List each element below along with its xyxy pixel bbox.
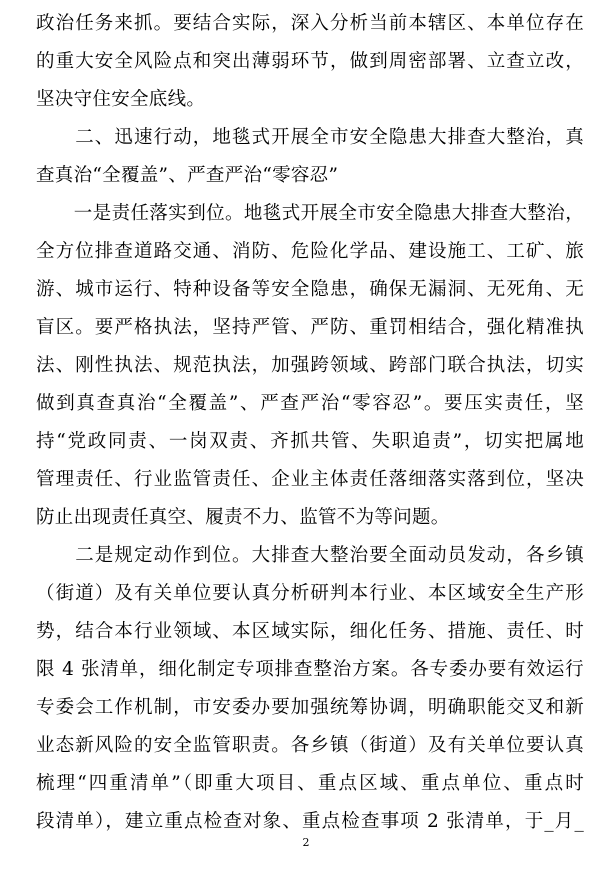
text-line: 政治任务来抓。要结合实际，深入分析当前本辖区、本单位存在 — [36, 13, 584, 34]
text-line: 专委会工作机制，市安委办要加强统筹协调，明确职能交叉和新 — [36, 697, 584, 718]
text-line: 全方位排查道路交通、消防、危险化学品、建设施工、工矿、旅 — [36, 241, 584, 262]
text-line: 做到真查真治“全覆盖”、严查严治“零容忍”。要压实责任，坚 — [36, 393, 584, 414]
section-heading-line: 二、迅速行动，地毯式开展全市安全隐患大排查大整治，真 — [36, 127, 584, 148]
text-line: 二是规定动作到位。大排查大整治要全面动员发动，各乡镇 — [36, 545, 584, 566]
text-line: 防止出现责任真空、履责不力、监管不为等问题。 — [36, 507, 450, 528]
text-line: 坚决守住安全底线。 — [36, 89, 206, 110]
text-line: 的重大安全风险点和突出薄弱环节，做到周密部署、立查立改， — [36, 51, 584, 72]
text-line: 持“党政同责、一岗双责、齐抓共管、失职追责”，切实把属地 — [36, 431, 584, 452]
text-line: 段清单），建立重点检查对象、重点检查事项 2 张清单，于_月_ — [36, 811, 584, 832]
text-line: 管理责任、行业监管责任、企业主体责任落细落实落到位，坚决 — [36, 469, 584, 490]
page-number: 2 — [302, 836, 310, 849]
text-line: 游、城市运行、特种设备等安全隐患，确保无漏洞、无死角、无 — [36, 279, 584, 300]
text-line: 限 4 张清单，细化制定专项排查整治方案。各专委办要有效运行 — [36, 659, 584, 680]
text-line: 法、刚性执法、规范执法，加强跨领域、跨部门联合执法，切实 — [36, 355, 584, 376]
section-heading-line: 查真治“全覆盖”、严查严治“零容忍” — [36, 165, 339, 186]
body-text — [36, 0, 584, 841]
text-line: 梳理“四重清单”（即重大项目、重点区域、重点单位、重点时 — [36, 773, 584, 794]
text-line: 盲区。要严格执法，坚持严管、严防、重罚相结合，强化精准执 — [36, 317, 584, 338]
text-line: （街道）及有关单位要认真分析研判本行业、本区域安全生产形 — [36, 583, 584, 604]
text-line: 业态新风险的安全监管职责。各乡镇（街道）及有关单位要认真 — [36, 735, 584, 756]
text-line: 势，结合本行业领域、本区域实际，细化任务、措施、责任、时 — [36, 621, 584, 642]
text-line: 一是责任落实到位。地毯式开展全市安全隐患大排查大整治， — [36, 203, 584, 224]
